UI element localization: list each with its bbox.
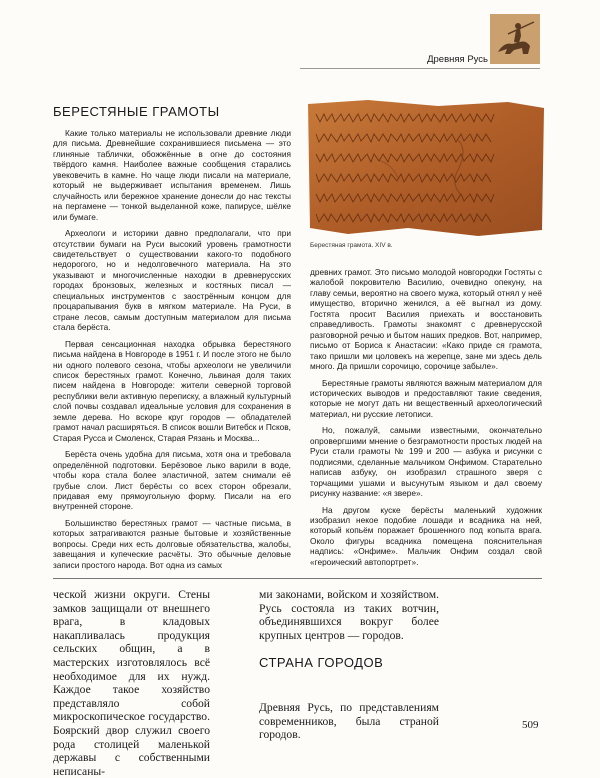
article-right-column (310, 267, 542, 573)
article-paragraph: На другом куске берёсты маленький художник изобразил некое подобие лошади и всадника на ней, который копьём поражает брошенного под копыта врага. Около фигуры всадника помещена пояснительная надпись: «Онфиме». Мальчик Онфим создал свой «героический автопортрет». (310, 504, 542, 567)
section-label: Древняя Русь (427, 54, 488, 65)
main-text-paragraph: ческой жизни округи. Стены замков защищали от внешнего врага, в кладовых накапливалась продукция сельских общин, а в мастерских изготовлялось всё необходимое для их нужд. Каждое такое хозяйство представляло собой микроскопическое государство. Боярский двор служил своего рода столицей маленькой державы с собственными неписаны- (53, 588, 210, 778)
article-paragraph: Берёста очень удобна для письма, хотя она и требовала определённой подготовки. Берёзовое лыко варили в воде, чтобы кора стала более эластичной, затем снимали её грубые слои. Лист берёсты со всех сторон обрезали, придавая ему прямоугольную форму. Писали на его внутренней стороне. (53, 449, 291, 512)
article-title: БЕРЕСТЯНЫЕ ГРАМОТЫ (53, 104, 220, 119)
section-heading: СТРАНА ГОРОДОВ (259, 655, 384, 670)
article-left-column (53, 128, 291, 576)
article-paragraph: Какие только материалы не использовали древние люди для письма. Древнейшие сохранившиеся письмена — это глиняные таблички, обожжённые в огне до состояния твёрдого камня. Наиболее важные сообщения старались увековечить в камне. Но чаще люди писали на материале, который не выдерживает испытания временем. Лишь случайность или бережное хранение донесли до нас тексты на пергамене — тонкой выделанной коже, папирусе, шёлке или бумаге. (53, 128, 291, 222)
main-text-paragraph: ми законами, войском и хозяйством. Русь состояла из таких вотчин, объединявшихся вокруг более крупных центров — городов. (259, 588, 439, 642)
article-paragraph: древних грамот. Это письмо молодой новгородки Гостяты с жалобой покровителю Василию, очевидно опекуну, на главу семьи, вероятно на своего мужа, который отнял у неё имущество, вторично женился, а её выгнал из дому. Гостята просит Василия приехать и восстановить справедливость. Грамоты знакомят с древнерусской разговорной речью и бытом наших предков. Вот, например, письмо от Бориса к Анастасии: «Како приде ся грамота, тако пришли ми цоловекъ на жерепце, зане ми здесь дель много. Да пришли сорочицю, сорочице забыле». (310, 267, 542, 372)
main-text-column-1 (53, 588, 210, 778)
sidebar-bottom-divider (53, 578, 542, 579)
birch-bark-letter-image (308, 100, 544, 236)
article-paragraph: Берестяные грамоты являются важным материалом для исторических выводов и предоставляют такие сведения, которые не могут дать ни вещественный археологический материал, ни русские летописи. (310, 377, 542, 419)
page-number: 509 (522, 719, 539, 731)
horseman-emblem-icon (490, 14, 540, 64)
main-text-column-3 (259, 701, 439, 742)
photo-caption: Берестяная грамота. XIV в. (310, 242, 393, 249)
main-text-paragraph: Древняя Русь, по представлениям современников, была страной городов. (259, 701, 439, 742)
article-paragraph: Первая сенсационная находка обрывка берестяного письма найдена в Новгороде в 1951 г. И после этого не было ни одного полевого сезона, чтобы археологи не увеличили список берестяных грамот. Конечно, львиная доля таких писем найдена в Новгороде: жители северной торговой республики вели активную переписку, а влажный культурный слой почвы создавал идеальные условия для сохранения в земле дерева. Но вскоре круг городов — обладателей грамот начал расширяться. В список вошли Витебск и Псков, Старая Русса и Смоленск, Старая Рязань и Москва... (53, 338, 291, 443)
article-paragraph: Археологи и историки давно предполагали, что при отсутствии бумаги на Руси высокий уровень грамотности свидетельствует о существовании какого-то подобного недорогого, но и недолговечного материала. На это указывают и многочисленные находки в древнерусских городах бронзовых, железных и костяных писал — специальных инструментов с заострённым концом для процарапывания букв в мягком материале. На Руси, в стране лесов, самым доступным материалом для письма стала берёста. (53, 228, 291, 333)
article-paragraph: Большинство берестяных грамот — частные письма, в которых затрагиваются разные бытовые и хозяйственные вопросы. Среди них есть долговые обязательства, жалобы, завещания и купеческие расчёты. Это обычные деловые записи простого народа. Вот одна из самых (53, 517, 291, 570)
header-divider (300, 68, 540, 69)
article-paragraph: Но, пожалуй, самыми известными, окончательно опровергшими мнение о безграмотности простых людей на Руси стали грамоты № 199 и 200 — азбука и рисунки с подписями, сделанные мальчиком Онфимом. Старательно написав азбуку, он изобразил страшного зверя с торчащими ушами и высунутым языком и дал своему рисунку название: «я звере». (310, 425, 542, 499)
main-text-column-2 (259, 588, 439, 642)
